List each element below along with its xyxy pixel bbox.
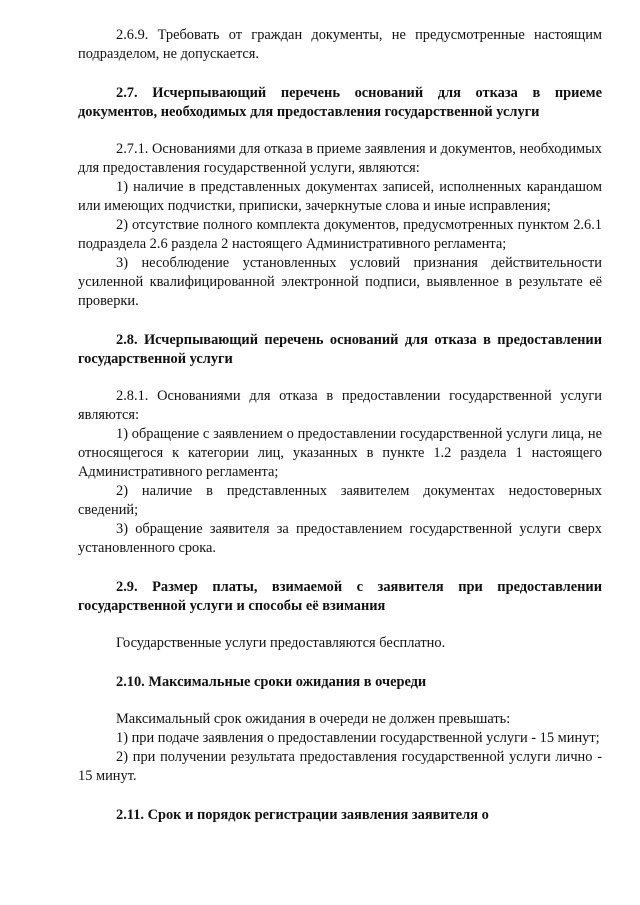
spacer <box>78 558 602 578</box>
spacer <box>78 369 602 387</box>
section-2-8-title: 2.8. Исчерпывающий перечень оснований для отказа в предоставлении государственной услуги <box>78 332 602 367</box>
section-2-10-intro: Максимальный срок ожидания в очереди не должен превышать: <box>116 711 511 727</box>
section-2-10-item-1: 1) при подаче заявления о предоставлении государственной услуги - 15 минут; <box>116 730 600 746</box>
spacer <box>78 311 602 331</box>
section-2-8-intro: 2.8.1. Основаниями для отказа в предоставлении государственной услуги являются: <box>78 388 602 423</box>
section-2-9-title: 2.9. Размер платы, взимаемой с заявителя при предоставлении государственной услуги и способы её взимания <box>78 579 602 614</box>
section-2-11-title: 2.11. Срок и порядок регистрации заявления заявителя о <box>116 807 489 823</box>
section-2-7-item-2: 2) отсутствие полного комплекта документов, предусмотренных пунктом 2.6.1 подраздела 2.6 раздела 2 настоящего Административного регламента; <box>78 217 602 252</box>
spacer <box>78 64 602 84</box>
spacer <box>78 692 602 710</box>
section-2-7-item-3: 3) несоблюдение установленных условий признания действительности усиленной квалифицированной электронной подписи, выявленное в результате её проверки. <box>78 255 602 309</box>
section-2-8-item-3: 3) обращение заявителя за предоставлением государственной услуги сверх установленного срока. <box>78 521 602 556</box>
section-2-7-item-1: 1) наличие в представленных документах записей, исполненных карандашом или имеющих подчистки, приписки, зачеркнутые слова и иные исправления; <box>78 179 602 214</box>
spacer <box>78 653 602 673</box>
section-2-8-item-2: 2) наличие в представленных заявителем документах недостоверных сведений; <box>78 483 602 518</box>
spacer <box>78 616 602 634</box>
document-page <box>78 26 602 825</box>
spacer <box>78 786 602 806</box>
spacer <box>78 122 602 140</box>
section-2-10-item-2: 2) при получении результата предоставления государственной услуги лично - 15 минут. <box>78 749 602 784</box>
paragraph-2-6-9: 2.6.9. Требовать от граждан документы, не предусмотренные настоящим подразделом, не допускается. <box>78 27 602 62</box>
section-2-7-intro: 2.7.1. Основаниями для отказа в приеме заявления и документов, необходимых для предоставления государственной услуги, являются: <box>78 141 602 176</box>
section-2-8-item-1: 1) обращение с заявлением о предоставлении государственной услуги лица, не относящегося к категории лиц, указанных в пункте 1.2 раздела 1 настоящего Административного регламента; <box>78 426 602 480</box>
section-2-9-text: Государственные услуги предоставляются бесплатно. <box>116 635 446 651</box>
section-2-10-title: 2.10. Максимальные сроки ожидания в очереди <box>116 674 427 690</box>
section-2-7-title: 2.7. Исчерпывающий перечень оснований для отказа в приеме документов, необходимых для предоставления государственной услуги <box>78 85 602 120</box>
